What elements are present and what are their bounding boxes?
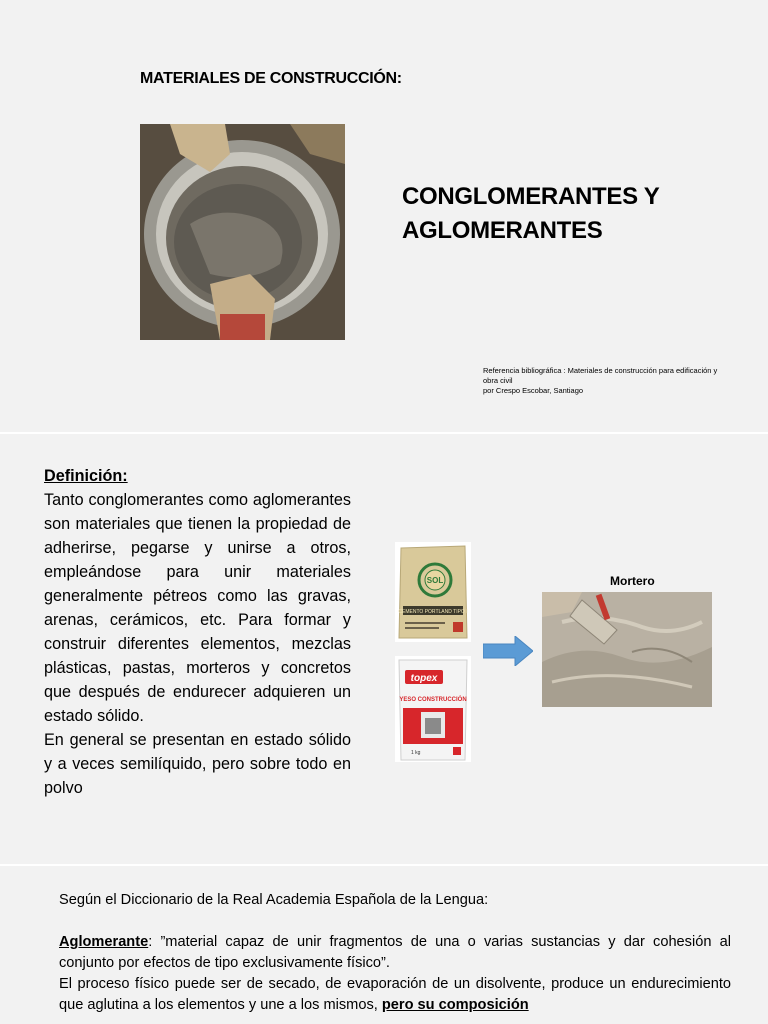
section-heading: MATERIALES DE CONSTRUCCIÓN: bbox=[140, 70, 402, 87]
process-text: El proceso físico puede ser de secado, de evaporación de un disolvente, produce un endurecimiento que aglutina a los elementos y une a los mismos, bbox=[59, 976, 731, 1013]
svg-text:CEMENTO PORTLAND TIPO I: CEMENTO PORTLAND TIPO I bbox=[398, 609, 468, 615]
cement-bucket-photo bbox=[140, 124, 345, 340]
definition-paragraph-1: Tanto conglomerantes como aglomerantes son materiales que tienen la propiedad de adherirse, pegarse y unirse a otros, empleándose para unir materiales generalmente pétreos como las gravas, arenas, cerámicos, etc. Para formar y construir diferentes elementos, mezclas plásticas, pastas, morteros y concretos que después de endurecer adquieren un estado sólido. bbox=[44, 491, 351, 725]
rae-intro: Según el Diccionario de la Real Academia Española de la Lengua: bbox=[59, 892, 489, 908]
definition-title: Definición: bbox=[44, 467, 128, 485]
slide-title bbox=[0, 0, 768, 432]
process-emphasis: pero su composición bbox=[381, 997, 529, 1013]
svg-text:topex: topex bbox=[410, 673, 438, 684]
mortar-label: Mortero bbox=[610, 574, 655, 588]
slide-definition bbox=[0, 434, 768, 864]
svg-text:1 kg: 1 kg bbox=[411, 750, 421, 756]
title-line-1: CONGLOMERANTES Y bbox=[402, 183, 660, 210]
rae-text-block bbox=[59, 890, 731, 1016]
slide-rae-definition bbox=[0, 866, 768, 1024]
definition-paragraph-2: En general se presentan en estado sólido y a veces semilíquido, pero sobre todo en polvo bbox=[44, 731, 351, 797]
definition-text-block bbox=[44, 464, 351, 800]
reference-line-2: obra civil bbox=[483, 376, 513, 385]
reference-line-3: por Crespo Escobar, Santiago bbox=[483, 386, 584, 395]
process-paragraph bbox=[59, 974, 731, 1016]
term-definition-text: : ”material capaz de unir fragmentos de una o varias sustancias y dar cohesión al conjunto por efectos de tipo exclusivamente físico”. bbox=[59, 934, 731, 971]
arrow-right-icon bbox=[483, 636, 533, 666]
bibliographic-reference bbox=[483, 366, 738, 396]
mortar-photo bbox=[542, 592, 712, 707]
reference-line-1: Referencia bibliográfica : Materiales de construcción para edificación y bbox=[483, 366, 718, 375]
slide-title-text bbox=[402, 180, 722, 248]
cement-bag-image bbox=[395, 542, 471, 642]
svg-text:YESO CONSTRUCCIÓN: YESO CONSTRUCCIÓN bbox=[399, 697, 467, 703]
term-aglomerante: Aglomerante bbox=[59, 934, 149, 950]
title-line-2: AGLOMERANTES bbox=[402, 217, 603, 244]
aglomerante-definition bbox=[59, 932, 731, 974]
gypsum-bag-image bbox=[395, 656, 471, 762]
spacer bbox=[59, 911, 731, 932]
svg-text:SOL: SOL bbox=[426, 576, 444, 585]
